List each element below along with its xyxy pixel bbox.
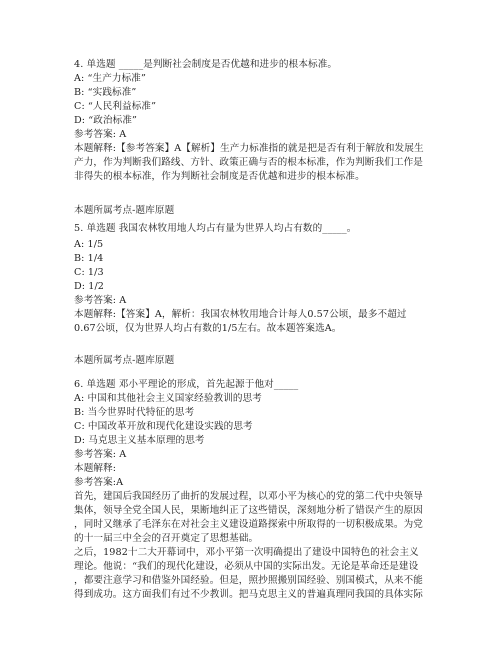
- q6-stem: 6. 单选题 邓小平理论的形成，首先起源于他对_____: [74, 379, 299, 390]
- q4-option-c: C: “人民利益标准”: [74, 101, 157, 112]
- q6-option-c: C: 中国改革开放和现代化建设实践的思考: [74, 421, 253, 432]
- q6-option-d: D: 马克思主义基本原理的思考: [74, 435, 205, 446]
- q4-option-d: D: “政治标准”: [74, 115, 138, 126]
- q4-stem: 4. 单选题 _____是判断社会制度是否优越和进步的根本标准。: [74, 59, 338, 70]
- q5-answer: 参考答案: A: [74, 295, 127, 306]
- q5-option-b: B: 1/4: [74, 253, 104, 264]
- q4-explanation-line: 产力，作为判断我们路线、方针、政策正确与否的根本标准，作为判断我们工作是: [74, 157, 423, 168]
- q6-explanation-line: 得到成功。这方面我们有过不少教训。把马克思主义的普遍真理同我国的具体实际: [74, 589, 423, 600]
- q6-answer-repeat: 参考答案:A: [74, 477, 124, 488]
- q4-category: 本题所属考点-题库原题: [74, 205, 175, 216]
- q4-answer: 参考答案: A: [74, 129, 127, 140]
- q6-explanation-line: 的十一届三中全会的召开奠定了思想基础。: [74, 533, 259, 544]
- q6-explanation-line: ，都要注意学习和借鉴外国经验。但是，照抄照搬别国经验、别国模式，从来不能: [74, 575, 423, 586]
- q6-explanation-line: 集体，领导全党全国人民，果断地纠正了这些错误，深刻地分析了错误产生的原因: [74, 505, 423, 516]
- q6-explanation-line: 之后，1982十二大开幕词中，邓小平第一次明确提出了建设中国特色的社会主义: [74, 547, 419, 558]
- q6-explanation-line: ，同时又继承了毛泽东在对社会主义建设道路探索中所取得的一切积极成果。为党: [74, 519, 423, 530]
- q5-category: 本题所属考点-题库原题: [74, 355, 175, 366]
- q5-option-c: C: 1/3: [74, 267, 104, 278]
- q4-explanation-line: 非得失的根本标准，作为判断社会制度是否优越和进步的根本标准。: [74, 171, 365, 182]
- q4-option-a: A: “生产力标准”: [74, 73, 146, 84]
- q5-option-a: A: 1/5: [74, 239, 104, 250]
- q6-explanation-line: 首先，建国后我国经历了曲折的发展过程，以邓小平为核心的党的第二代中央领导: [74, 491, 423, 502]
- q6-answer: 参考答案: A: [74, 449, 127, 460]
- q4-option-b: B: “实践标准”: [74, 87, 137, 98]
- q6-option-a: A: 中国和其他社会主义国家经验教训的思考: [74, 393, 262, 404]
- q6-explanation-label: 本题解释:: [74, 463, 117, 474]
- q5-explanation-line: 0.67公顷，仅为世界人均占有数的1/5左右。故本题答案选A。: [74, 323, 342, 334]
- q5-explanation-line: 本题解释:【答案】A，解析：我国农林牧用地合计每人0.57公顷，最多不超过: [74, 309, 407, 320]
- q6-option-b: B: 当今世界时代特征的思考: [74, 407, 195, 418]
- q5-stem: 5. 单选题 我国农林牧用地人均占有量为世界人均占有数的_____。: [74, 223, 357, 234]
- q5-option-d: D: 1/2: [74, 281, 105, 292]
- q4-explanation-line: 本题解释:【参考答案】A【解析】生产力标准指的就是把是否有利于解放和发展生: [74, 143, 424, 154]
- q6-explanation-line: 理论。他说：“我们的现代化建设，必须从中国的实际出发。无论是革命还是建设: [74, 561, 419, 572]
